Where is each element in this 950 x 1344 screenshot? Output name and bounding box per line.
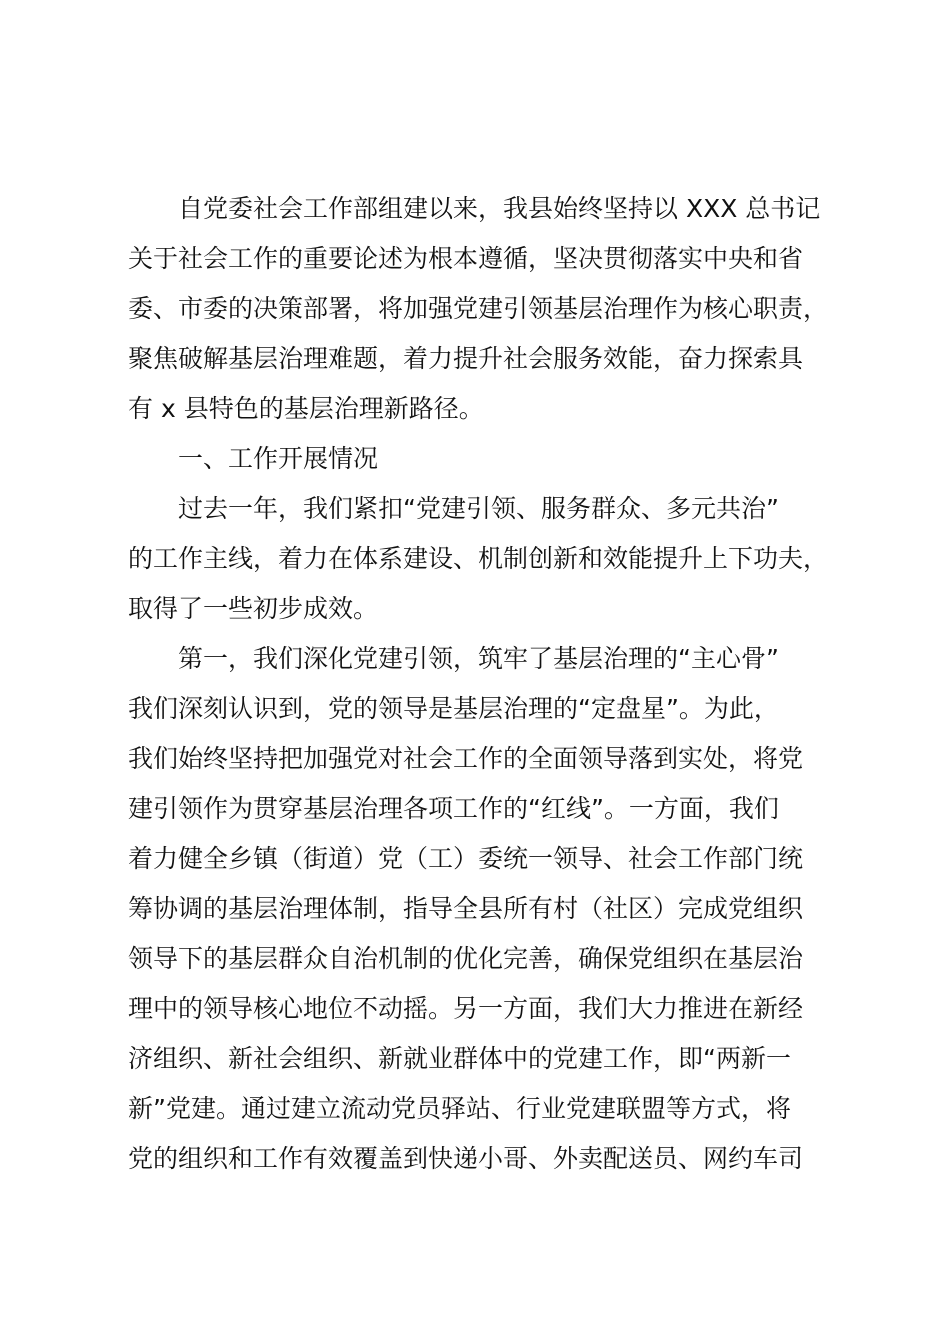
text-line: 取得了一些初步成效。: [128, 594, 379, 623]
paragraph-overview: [128, 484, 834, 634]
text-line: 我们深刻认识到，党的领导是基层治理的“定盘星”。为此，: [128, 694, 779, 723]
text-line: 聚焦破解基层治理难题，着力提升社会服务效能，奋力探索具: [128, 344, 804, 373]
text-line: 有 x 县特色的基层治理新路径。: [128, 394, 484, 423]
text-line: 领导下的基层群众自治机制的优化完善，确保党组织在基层治: [128, 944, 804, 973]
document-body: [128, 184, 834, 1184]
text-line: 建引领作为贯穿基层治理各项工作的“红线”。一方面，我们: [128, 794, 779, 823]
section-heading: 一、工作开展情况: [178, 444, 379, 473]
text-line: 党的组织和工作有效覆盖到快递小哥、外卖配送员、网约车司: [128, 1144, 804, 1173]
text-line: 理中的领导核心地位不动摇。另一方面，我们大力推进在新经: [128, 994, 804, 1023]
text-line: 委、市委的决策部署，将加强党建引领基层治理作为核心职责，: [128, 294, 829, 323]
text-line: 第一，我们深化党建引领，筑牢了基层治理的“主心骨”: [178, 644, 779, 673]
text-line: 的工作主线，着力在体系建设、机制创新和效能提升上下功夫，: [128, 544, 829, 573]
text-line: 我们始终坚持把加强党对社会工作的全面领导落到实处，将党: [128, 744, 804, 773]
text-line: 着力健全乡镇（街道）党（工）委统一领导、社会工作部门统: [128, 844, 804, 873]
text-line: 济组织、新社会组织、新就业群体中的党建工作，即“两新一: [128, 1044, 791, 1073]
text-line: 自党委社会工作部组建以来，我县始终坚持以 XXX 总书记: [178, 194, 821, 223]
text-line: 关于社会工作的重要论述为根本遵循，坚决贯彻落实中央和省: [128, 244, 804, 273]
paragraph-intro: [128, 184, 834, 434]
text-line: 过去一年，我们紧扣“党建引领、服务群众、多元共治”: [178, 494, 779, 523]
text-line: 新”党建。通过建立流动党员驿站、行业党建联盟等方式，将: [128, 1094, 791, 1123]
paragraph-first-point: [128, 634, 834, 1184]
text-line: 筹协调的基层治理体制，指导全县所有村（社区）完成党组织: [128, 894, 804, 923]
